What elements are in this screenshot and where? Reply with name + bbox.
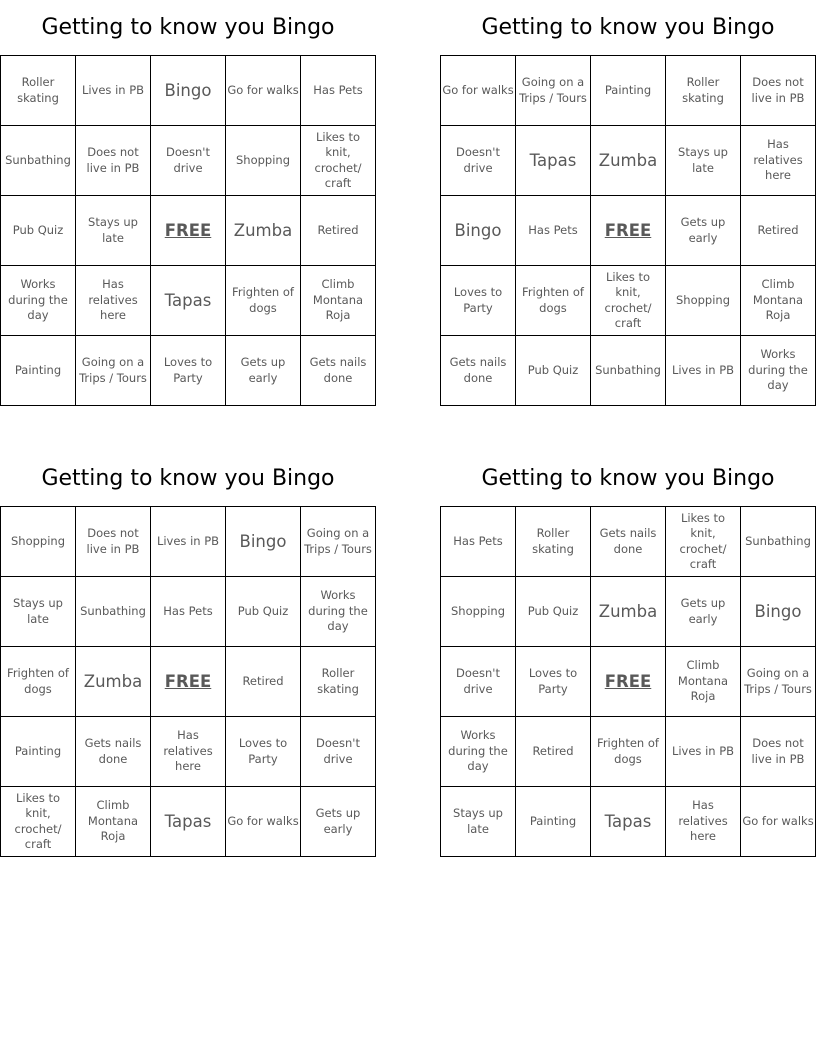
bingo-card-2	[440, 0, 816, 406]
cell-label: Go for walks	[227, 82, 299, 97]
bingo-cell	[741, 266, 816, 336]
bingo-cell	[76, 56, 151, 126]
bingo-cell	[76, 126, 151, 196]
card-title: Getting to know you Bingo	[481, 466, 775, 491]
bingo-cell	[441, 196, 516, 266]
cell-label: Retired	[532, 743, 574, 758]
cell-label: Lives in PB	[671, 362, 735, 377]
cell-label: Stays up late	[678, 145, 728, 175]
bingo-cell	[441, 336, 516, 406]
cell-label: Frighten of dogs	[522, 285, 584, 315]
cell-label: Loves to Party	[163, 355, 213, 385]
cell-label: Gets up early	[240, 355, 286, 385]
cell-label: Bingo	[164, 80, 212, 100]
cell-label: Painting	[14, 362, 62, 377]
bingo-cell	[151, 196, 226, 266]
bingo-cell	[441, 577, 516, 647]
cell-label: Lives in PB	[671, 743, 735, 758]
bingo-cell	[301, 126, 376, 196]
bingo-card-4	[440, 451, 816, 857]
bingo-cell	[666, 647, 741, 717]
cell-label: Go for walks	[227, 813, 299, 828]
bingo-cell	[1, 787, 76, 857]
bingo-cell	[591, 577, 666, 647]
cell-label: Roller skating	[17, 75, 59, 105]
bingo-cell	[441, 266, 516, 336]
cell-label: Tapas	[604, 811, 652, 831]
cell-label: Gets nails done	[449, 355, 507, 385]
bingo-cell	[301, 507, 376, 577]
bingo-cell	[151, 336, 226, 406]
bingo-grid	[0, 55, 376, 406]
bingo-cell	[1, 336, 76, 406]
bingo-cell	[666, 787, 741, 857]
free-space-label: FREE	[604, 671, 652, 691]
cell-label: Likes to knit, crochet/ craft	[14, 790, 62, 851]
bingo-cell	[591, 787, 666, 857]
card-title: Getting to know you Bingo	[41, 466, 335, 491]
bingo-cell	[151, 647, 226, 717]
cell-label: Painting	[529, 813, 577, 828]
cell-label: Has Pets	[528, 222, 578, 237]
bingo-cell	[226, 196, 301, 266]
bingo-cell	[1, 266, 76, 336]
bingo-cell	[76, 196, 151, 266]
bingo-cell	[441, 126, 516, 196]
cell-label: Doesn't drive	[166, 145, 210, 175]
cell-label: Roller skating	[532, 526, 574, 556]
cell-label: Painting	[14, 743, 62, 758]
bingo-cell	[226, 507, 301, 577]
cell-label: Tapas	[164, 290, 212, 310]
bingo-cell	[151, 577, 226, 647]
bingo-grid	[0, 506, 376, 857]
cell-label: Stays up late	[88, 215, 138, 245]
cell-label: Works during the day	[308, 588, 368, 634]
cell-label: Going on a Trips / Tours	[519, 75, 587, 105]
cell-label: Pub Quiz	[527, 603, 579, 618]
cell-label: Roller skating	[682, 75, 724, 105]
bingo-cell	[741, 336, 816, 406]
bingo-cell	[516, 647, 591, 717]
bingo-cell	[666, 56, 741, 126]
bingo-cell	[301, 647, 376, 717]
bingo-cell	[516, 266, 591, 336]
cell-label: Shopping	[10, 533, 65, 548]
cell-label: Climb Montana Roja	[752, 277, 804, 323]
bingo-cell	[666, 266, 741, 336]
cell-label: Tapas	[164, 811, 212, 831]
bingo-cell	[301, 266, 376, 336]
bingo-cell	[441, 507, 516, 577]
bingo-cell	[226, 717, 301, 787]
bingo-cell	[516, 787, 591, 857]
cell-label: Bingo	[239, 531, 287, 551]
cell-label: Go for walks	[742, 813, 814, 828]
cell-label: Has relatives here	[163, 728, 213, 774]
cell-label: Roller skating	[317, 666, 359, 696]
cell-label: Pub Quiz	[527, 362, 579, 377]
cell-label: Likes to knit, crochet/ craft	[604, 269, 652, 330]
bingo-cell	[151, 717, 226, 787]
bingo-cell	[741, 126, 816, 196]
cell-label: Does not live in PB	[86, 145, 140, 175]
cell-label: Has relatives here	[678, 798, 728, 844]
bingo-cell	[76, 577, 151, 647]
cell-label: Frighten of dogs	[7, 666, 69, 696]
bingo-cell	[301, 787, 376, 857]
bingo-cell	[1, 507, 76, 577]
card-title: Getting to know you Bingo	[481, 15, 775, 40]
bingo-cell	[226, 647, 301, 717]
cell-label: Stays up late	[453, 806, 503, 836]
cell-label: Does not live in PB	[751, 75, 805, 105]
bingo-cell	[301, 196, 376, 266]
bingo-grid	[440, 506, 816, 857]
cell-label: Pub Quiz	[237, 603, 289, 618]
cell-label: Sunbathing	[80, 603, 146, 618]
cell-label: Doesn't drive	[316, 736, 360, 766]
bingo-cell	[226, 787, 301, 857]
cell-label: Frighten of dogs	[597, 736, 659, 766]
bingo-cell	[76, 266, 151, 336]
bingo-cell	[226, 577, 301, 647]
bingo-cell	[741, 56, 816, 126]
bingo-cell	[1, 577, 76, 647]
cell-label: Stays up late	[13, 596, 63, 626]
cell-label: Gets nails done	[309, 355, 367, 385]
bingo-cell	[591, 196, 666, 266]
cell-label: Sunbathing	[595, 362, 661, 377]
cell-label: Has relatives here	[88, 277, 138, 323]
bingo-cell	[76, 787, 151, 857]
bingo-cell	[151, 126, 226, 196]
bingo-cell	[516, 507, 591, 577]
bingo-cell	[591, 336, 666, 406]
bingo-card-1	[0, 0, 376, 406]
cell-label: Retired	[317, 222, 359, 237]
bingo-cell	[516, 126, 591, 196]
cell-label: Loves to Party	[238, 736, 288, 766]
bingo-cell	[441, 717, 516, 787]
bingo-cell	[666, 196, 741, 266]
cell-label: Sunbathing	[5, 152, 71, 167]
bingo-cell	[151, 787, 226, 857]
bingo-cell	[666, 577, 741, 647]
cell-label: Pub Quiz	[12, 222, 64, 237]
cell-label: Lives in PB	[81, 82, 145, 97]
cell-label: Shopping	[675, 292, 730, 307]
cell-label: Climb Montana Roja	[87, 798, 139, 844]
free-space-label: FREE	[164, 671, 212, 691]
bingo-cell	[1, 196, 76, 266]
bingo-cell	[666, 336, 741, 406]
bingo-cell	[441, 787, 516, 857]
bingo-cell	[591, 126, 666, 196]
cell-label: Has Pets	[453, 533, 503, 548]
cell-label: Retired	[242, 673, 284, 688]
bingo-cell	[591, 647, 666, 717]
bingo-cell	[591, 507, 666, 577]
bingo-cell	[301, 717, 376, 787]
bingo-cell	[591, 56, 666, 126]
cell-label: Doesn't drive	[456, 666, 500, 696]
free-space-label: FREE	[604, 220, 652, 240]
bingo-cell	[151, 507, 226, 577]
cell-label: Works during the day	[748, 347, 808, 393]
bingo-cell	[1, 647, 76, 717]
cell-label: Gets up early	[315, 806, 361, 836]
bingo-cell	[226, 126, 301, 196]
cell-label: Bingo	[754, 601, 802, 621]
cell-label: Go for walks	[442, 82, 514, 97]
cell-label: Frighten of dogs	[232, 285, 294, 315]
bingo-cell	[741, 717, 816, 787]
cell-label: Sunbathing	[745, 533, 811, 548]
bingo-cell	[741, 787, 816, 857]
bingo-cell	[591, 717, 666, 787]
cell-label: Likes to knit, crochet/ craft	[679, 510, 727, 571]
bingo-cell	[741, 196, 816, 266]
bingo-cell	[151, 56, 226, 126]
bingo-cell	[666, 507, 741, 577]
cell-label: Zumba	[598, 601, 658, 621]
free-space-label: FREE	[164, 220, 212, 240]
bingo-cell	[226, 336, 301, 406]
cell-label: Going on a Trips / Tours	[744, 666, 812, 696]
cell-label: Lives in PB	[156, 533, 220, 548]
cell-label: Has Pets	[163, 603, 213, 618]
bingo-cell	[591, 266, 666, 336]
cell-label: Climb Montana Roja	[677, 658, 729, 704]
cell-label: Shopping	[450, 603, 505, 618]
cell-label: Doesn't drive	[456, 145, 500, 175]
bingo-cell	[301, 577, 376, 647]
cell-label: Climb Montana Roja	[312, 277, 364, 323]
cell-label: Does not live in PB	[751, 736, 805, 766]
cell-label: Loves to Party	[528, 666, 578, 696]
bingo-cell	[301, 56, 376, 126]
bingo-cell	[76, 336, 151, 406]
cell-label: Gets nails done	[599, 526, 657, 556]
bingo-cell	[666, 126, 741, 196]
bingo-cell	[76, 717, 151, 787]
cell-label: Works during the day	[448, 728, 508, 774]
cell-label: Bingo	[454, 220, 502, 240]
bingo-cell	[516, 577, 591, 647]
bingo-cell	[516, 717, 591, 787]
cell-label: Zumba	[83, 671, 143, 691]
bingo-cell	[1, 56, 76, 126]
bingo-cell	[76, 647, 151, 717]
cell-label: Has relatives here	[753, 137, 803, 183]
cell-label: Has Pets	[313, 82, 363, 97]
bingo-card-3	[0, 451, 376, 857]
cell-label: Gets up early	[680, 596, 726, 626]
card-title: Getting to know you Bingo	[41, 15, 335, 40]
cell-label: Gets up early	[680, 215, 726, 245]
bingo-cell	[516, 336, 591, 406]
bingo-cell	[76, 507, 151, 577]
bingo-cell	[226, 266, 301, 336]
cell-label: Zumba	[233, 220, 293, 240]
cell-label: Shopping	[235, 152, 290, 167]
bingo-cell	[1, 717, 76, 787]
bingo-cell	[741, 507, 816, 577]
bingo-cell	[301, 336, 376, 406]
cell-label: Works during the day	[8, 277, 68, 323]
bingo-cell	[441, 647, 516, 717]
cell-label: Going on a Trips / Tours	[304, 526, 372, 556]
cell-label: Painting	[604, 82, 652, 97]
bingo-cell	[226, 56, 301, 126]
bingo-cell	[516, 196, 591, 266]
cell-label: Loves to Party	[453, 285, 503, 315]
cell-label: Retired	[757, 222, 799, 237]
bingo-cell	[441, 56, 516, 126]
cell-label: Likes to knit, crochet/ craft	[314, 129, 362, 190]
cell-label: Gets nails done	[84, 736, 142, 766]
bingo-cell	[1, 126, 76, 196]
cell-label: Zumba	[598, 150, 658, 170]
bingo-grid	[440, 55, 816, 406]
cell-label: Tapas	[529, 150, 577, 170]
bingo-cell	[666, 717, 741, 787]
bingo-cell	[516, 56, 591, 126]
bingo-cell	[151, 266, 226, 336]
bingo-cell	[741, 647, 816, 717]
bingo-cell	[741, 577, 816, 647]
cell-label: Does not live in PB	[86, 526, 140, 556]
cell-label: Going on a Trips / Tours	[79, 355, 147, 385]
